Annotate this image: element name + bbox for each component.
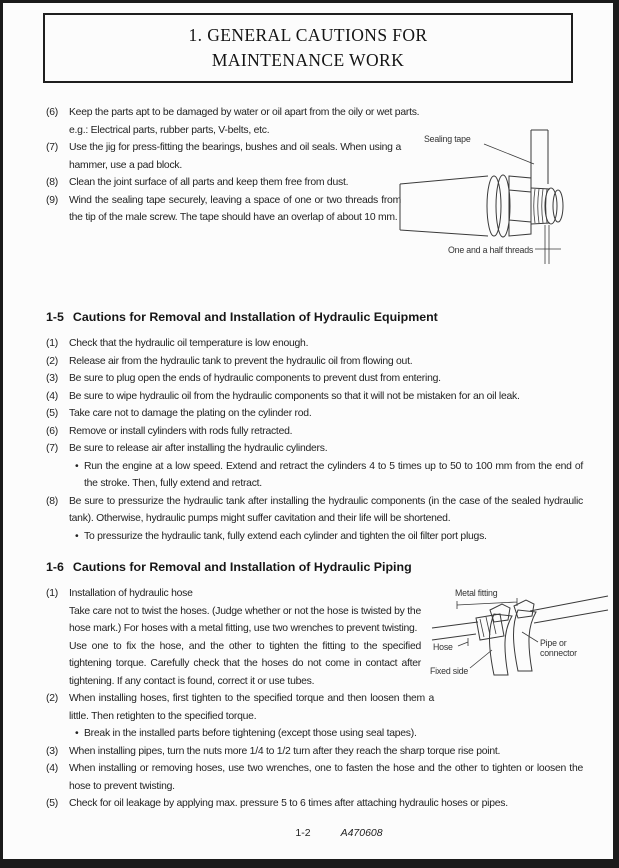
item-body <box>69 335 583 353</box>
item-paragraph: Use one to fix the hose, and the other to tighten the fitting to the specified tightening torque. Carefully check that the hoses do not come in contact after tightening. If any contact is found, correct it or use tubes. <box>69 640 421 687</box>
item-text: Wind the sealing tape securely, leaving a space of one or two threads from the tip of the male screw. The tape should have an overlap of about 10 mm. <box>69 194 401 223</box>
item-text: When installing hoses, first tighten to the specified torque and then loosen them a little. Then retighten to the specified torque. <box>69 693 434 722</box>
item-text: Take care not to damage the plating on the cylinder rod. <box>69 408 312 419</box>
item-text: Be sure to plug open the ends of hydraulic components to prevent dust from entering. <box>69 373 441 384</box>
bullet-glyph: • <box>75 728 79 739</box>
item-body <box>69 795 583 813</box>
figure-label-pipe-line2: connector <box>540 648 577 658</box>
bullet-line <box>69 725 583 743</box>
item-body <box>69 440 583 493</box>
list-item <box>46 743 583 761</box>
section-heading <box>46 558 583 576</box>
bullet-glyph: • <box>75 460 79 472</box>
figure-label-pipe-line1: Pipe or <box>540 638 567 648</box>
item-number: (3) <box>46 745 58 757</box>
metal-fitting-figure <box>430 584 610 692</box>
sealing-tape-figure <box>398 126 576 276</box>
bullet-text: Run the engine at a low speed. Extend and retract the cylinders 4 to 5 times up to 50 to 100 mm from the end of the stroke. Then, fully extend and retract. <box>84 460 583 489</box>
section-heading <box>46 308 583 326</box>
chapter-title-box <box>43 13 573 83</box>
item-text: Release air from the hydraulic tank to prevent the hydraulic oil from flowing out. <box>69 355 413 367</box>
figure-label-fixed-side: Fixed side <box>430 666 469 676</box>
list-item <box>46 493 583 546</box>
bullet-line <box>69 458 583 493</box>
figure-label-sealing-tape: Sealing tape <box>424 134 471 144</box>
item-number: (5) <box>46 408 58 419</box>
list-item <box>46 795 583 813</box>
item-text: Keep the parts apt to be damaged by water or oil apart from the oily or wet parts. <box>69 107 420 118</box>
page-content <box>3 104 613 813</box>
list-item <box>46 423 583 441</box>
section-1-5 <box>46 308 583 545</box>
figure-label-threads: One and a half threads <box>448 245 534 255</box>
bullet-glyph: • <box>75 530 79 542</box>
item-body <box>69 388 583 406</box>
item-number: (2) <box>46 355 58 367</box>
item-number: (2) <box>46 693 58 704</box>
item-lead: Installation of hydraulic hose <box>69 588 193 599</box>
list-item <box>46 690 583 743</box>
footer-doc-code: A470608 <box>340 827 383 839</box>
section-1-5-items <box>46 335 583 545</box>
page-footer <box>34 827 619 839</box>
list-item <box>46 440 583 493</box>
item-number: (7) <box>46 443 58 454</box>
item-number: (1) <box>46 338 58 349</box>
item-text: Be sure to pressurize the hydraulic tank after installing the hydraulic components (in the case of the sealed hydraulic tank). Otherwise, hydraulic pumps might suffer cavitation and their life will be shortened. <box>69 495 583 524</box>
item-text: Be sure to wipe hydraulic oil from the hydraulic components so that it will not be mistaken for an oil leak. <box>69 390 520 402</box>
list-item <box>46 335 583 353</box>
item-body <box>69 743 583 761</box>
item-text: Clean the joint surface of all parts and keep them free from dust. <box>69 177 349 188</box>
item-text: Check that the hydraulic oil temperature is low enough. <box>69 338 309 349</box>
list-item <box>46 370 583 388</box>
footer-page-number: 1-2 <box>295 827 311 839</box>
section-title: Cautions for Removal and Installation of Hydraulic Equipment <box>72 310 438 324</box>
item-body <box>69 370 583 388</box>
list-item <box>46 353 583 371</box>
figure-label-hose: Hose <box>433 642 453 652</box>
section-title: Cautions for Removal and Installation of Hydraulic Piping <box>72 560 412 574</box>
section-number: 1-6 <box>46 560 64 574</box>
item-text: When installing pipes, turn the nuts more 1/4 to 1/2 turn after they reach the sharp torque rise point. <box>69 745 501 757</box>
section-1-6 <box>46 558 583 813</box>
list-item <box>46 760 583 795</box>
section-number: 1-5 <box>46 310 64 324</box>
chapter-title-line1: 1. GENERAL CAUTIONS FOR <box>188 25 428 45</box>
item-body <box>69 760 583 795</box>
bullet-text: Break in the installed parts before tightening (except those using seal tapes). <box>84 728 417 739</box>
item-note: e.g.: Electrical parts, rubber parts, V-belts, etc. <box>69 124 270 136</box>
bullet-line <box>69 528 583 546</box>
list-item <box>46 405 583 423</box>
item-text: Be sure to release air after installing the hydraulic cylinders. <box>69 443 328 454</box>
item-number: (8) <box>46 495 58 507</box>
item-number: (4) <box>46 390 58 402</box>
item-number: (1) <box>46 588 58 599</box>
item-text: When installing or removing hoses, use two wrenches, one to fasten the hose and the other to tighten or loosen the hose to prevent twisting. <box>69 763 583 792</box>
item-text: Check for oil leakage by applying max. pressure 5 to 6 times after attaching hydraulic hoses or pipes. <box>69 798 508 809</box>
item-number: (6) <box>46 425 58 437</box>
sealing-tape-illustration <box>398 126 576 276</box>
bullet-text: To pressurize the hydraulic tank, fully extend each cylinder and tighten the oil filter port plugs. <box>84 530 487 542</box>
metal-fitting-illustration <box>430 584 610 692</box>
item-body <box>69 423 583 441</box>
item-number: (6) <box>46 107 58 118</box>
item-number: (9) <box>46 194 58 206</box>
item-text: Remove or install cylinders with rods fully retracted. <box>69 425 293 437</box>
intro-caution-list <box>46 104 583 282</box>
list-item <box>46 388 583 406</box>
item-number: (5) <box>46 798 58 809</box>
item-number: (7) <box>46 142 58 153</box>
item-number: (3) <box>46 373 58 384</box>
figure-label-metal-fitting: Metal fitting <box>455 588 498 598</box>
item-body <box>69 690 583 743</box>
item-paragraph: Take care not to twist the hoses. (Judge whether or not the hose is twisted by the hose mark.) For hoses with a metal fitting, use two wrenches to prevent twisting. <box>69 605 421 634</box>
chapter-title-line2: MAINTENANCE WORK <box>211 50 405 70</box>
item-body <box>69 405 583 423</box>
item-text: Use the jig for press-fitting the bearings, bushes and oil seals. When using a hammer, use a pad block. <box>69 142 401 171</box>
item-body <box>69 353 583 371</box>
item-number: (8) <box>46 177 58 188</box>
item-body <box>69 493 583 546</box>
item-number: (4) <box>46 763 58 774</box>
